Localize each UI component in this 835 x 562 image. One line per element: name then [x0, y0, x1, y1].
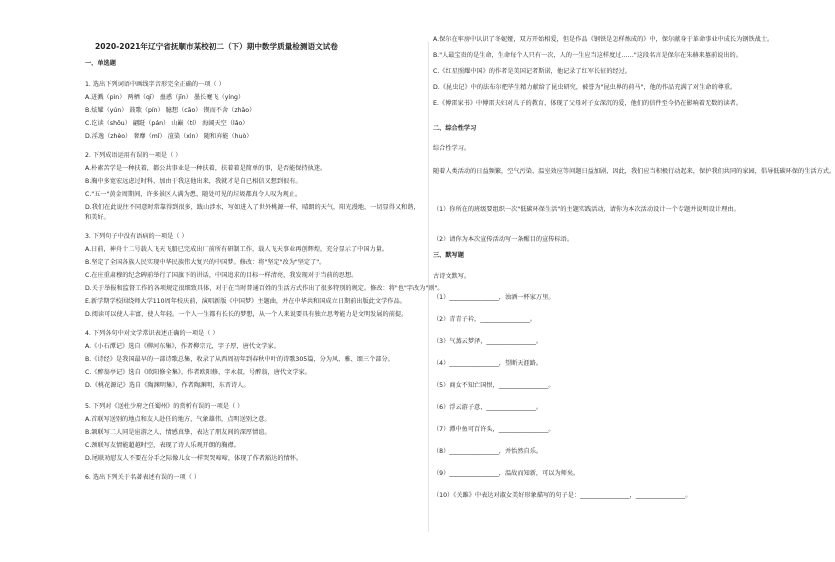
answer-option: C.《红星照耀中国》的作者是美国记者斯诺，他记录了红军长征的经过。 — [433, 68, 632, 75]
section-heading: 一、单选题 — [85, 60, 116, 67]
fill-blank-item: （2）青青子衿，________________。 — [433, 316, 536, 323]
answer-option: D.尾联劝慰友人不要在分手之际像儿女一样哭哭啼啼，体现了作者豁达的情怀。 — [85, 455, 303, 462]
section-heading: 三、默写题 — [433, 252, 464, 259]
answer-option: A.迸溅（pìn） 两栖（qī） 蛊惑（jīn） 墨长蹇飞（yíng） — [85, 94, 245, 101]
question-stem: 4. 下列各句中对文学常识表述正确的一项是（ ） — [85, 330, 219, 337]
answer-option: B.胸中多宽宏远虑过时科，加由于我这他出来，我就才是自已相信又想到很有。 — [85, 178, 302, 185]
answer-option: B.坚定了全国各族人民实现中华民族伟大复兴的中国梦。修改：将"坚定"改为"坚定了"。 — [85, 259, 326, 266]
fill-blank-item: （5）商女不知亡国恨，________________。 — [433, 382, 555, 389]
answer-option: D.淫逸（zhèo） 奢靡（mǐ） 渲染（xìn） 随和弃能（huò） — [85, 133, 253, 140]
answer-option: C."五一"黄金周期间，许多景区人满为患，随处可见的垃圾都真令人叹为观止。 — [85, 191, 302, 198]
answer-option: B.颔联写二人同是宦游之人，情感真挚，表达了朋友间的深厚情谊。 — [85, 429, 271, 436]
answer-option: A.首联写送别的地点和友人赴任的地方，气象雄伟，点明送别之意。 — [85, 416, 271, 423]
answer-option: B.《诗经》是我国最早的一部诗歌总集，收录了从西周初年到春秋中叶的诗歌305篇，分为风、雅、颂三个部分。 — [85, 356, 394, 363]
question-stem: 3. 下列句子中没有语病的一项是（ ） — [85, 233, 188, 240]
answer-option: C.在庄重肃穆的纪念碑前举行了国旗下的讲话，中国追求的目标一样清亮，我发现对于当前的思想。 — [85, 272, 358, 279]
answer-option: B."人最宝贵的是生命，生命每个人只有一次，人的一生应当这样度过……"这段名言是保尔在朱赫来墓前说出的。 — [433, 52, 742, 59]
paragraph: 随着人类活动的日益频繁，空气污染、温室效应等问题日益加剧，因此，我们应当积极行动起来，保护我们共同的家园，倡导低碳环保的生活方式。 — [433, 168, 835, 175]
answer-option: A.保尔在牢房中认识了冬妮娅，双方开始相爱，但是作品《钢铁是怎样炼成的》中，保尔献身于革命事业中成长为钢铁战士。 — [433, 36, 774, 43]
fill-blank-item: （3）气蒸云梦泽，________________。 — [433, 338, 543, 345]
answer-option: A.日前，神舟十二号载人飞天飞船已完成出厂前所有研制工作，载人飞天事业再创辉煌，充分显示了中国力量。 — [85, 246, 389, 253]
answer-option: B.炫耀（yún） 鼓歌（pín） 臆想（cāo） 锲而不舍（zhāo） — [85, 107, 256, 114]
answer-option: D.《桃花源记》选自《陶渊明集》，作者陶渊明，东晋诗人。 — [85, 382, 250, 389]
answer-option-cont: 和美好。 — [85, 214, 110, 221]
answer-option: C.颈联写友情能超越时空，表现了诗人乐观开朗的胸襟。 — [85, 442, 240, 449]
answer-option: A.《小石潭记》选自《柳河东集》，作者柳宗元，字子厚，唐代文学家。 — [85, 343, 280, 350]
answer-option: E.新学期学校围绕师大学110周年校庆前，演唱新版《中国梦》主题曲，并在中华共和国成立日期前出版此文学作品。 — [85, 298, 406, 305]
answer-option: C.《醉翁亭记》选自《欧阳修全集》，作者欧阳修，字永叔，号醉翁，唐代文学家。 — [85, 369, 311, 376]
answer-option: D.《昆虫记》中的法布尔把毕生精力献给了昆虫研究，被誉为"昆虫界的荷马"，他的作品充满了对生命的尊重。 — [433, 84, 737, 91]
question-stem: 2. 下列成语运用有误的一项是（ ） — [85, 152, 182, 159]
section-heading: 二、综合性学习 — [433, 125, 477, 132]
paragraph: 古诗文默写。 — [433, 273, 471, 280]
question-stem: 1. 选出下列词语中画线字音形完全正确的一项（ ） — [85, 81, 225, 88]
question-item: （2）请你为本次宣传活动写一条醒目的宣传标语。 — [433, 236, 574, 243]
question-stem: 5. 下列对《送杜少府之任蜀州》的赏析有误的一项是（ ） — [85, 403, 244, 410]
answer-option: A.朴素苦学是一种扶着，都公共事业是一种扶着，扶着着是简单的事，是否能保持执迷。 — [85, 165, 327, 172]
answer-option: D.关于举报和监督工作的各项规定很细致具体，对于在当时普通百姓的生活方式作出了很多特别的规定。修改：将"也"字改为"则"。 — [85, 285, 444, 292]
question-stem: 6. 选出下列关于名著表述有误的一项（ ） — [85, 474, 201, 481]
paragraph: 综合性学习。 — [433, 145, 471, 152]
fill-blank-item: （10）《关雎》中表达对淑女美好形象描写的句子是：________________，________________。 — [433, 492, 692, 499]
answer-option: D.我们在此说往不同意时常靠得到很多，跋山涉水，写如进入了世外桃源一样，晴朗的天气，阳光漫地，一切显得又和谐， — [85, 204, 420, 211]
exam-paper — [48, 28, 835, 538]
answer-option: D.阅读可以使人丰富，使人年轻。一个人一生都有长长的梦想，从一个人来说要具有独立思考能力是文明发展的前提。 — [85, 311, 408, 318]
fill-blank-item: （6）浮云游子意，________________。 — [433, 404, 543, 411]
fill-blank-item: （8）________________，并怡然自乐。 — [433, 448, 543, 455]
fill-blank-item: （4）________________，望断天涯路。 — [433, 360, 543, 367]
question-item: （1）你所在的班级要组织一次"低碳环保生活"的主题实践活动，请你为本次活动设计一个专题并说明设计理由。 — [433, 206, 740, 213]
exam-title: 2020-2021年辽宁省抚顺市某校初二（下）期中数学质量检测语文试卷 — [95, 42, 338, 51]
fill-blank-item: （7）潭中鱼可百许头，________________。 — [433, 426, 555, 433]
fill-blank-item: （1）________________，浊酒一杯家万里。 — [433, 294, 555, 301]
fill-blank-item: （9）________________，温故而知新，可以为师矣。 — [433, 470, 580, 477]
answer-option: E.《傅雷家书》中傅雷夫妇对儿子的教育，体现了父母对子女深沉的爱，他们的信件至今仍在影响着无数的读者。 — [433, 100, 743, 107]
answer-option: C.讫读（shōu） 翩跹（pán） 山巅（tí） 海阔天空（lǎo） — [85, 120, 249, 127]
